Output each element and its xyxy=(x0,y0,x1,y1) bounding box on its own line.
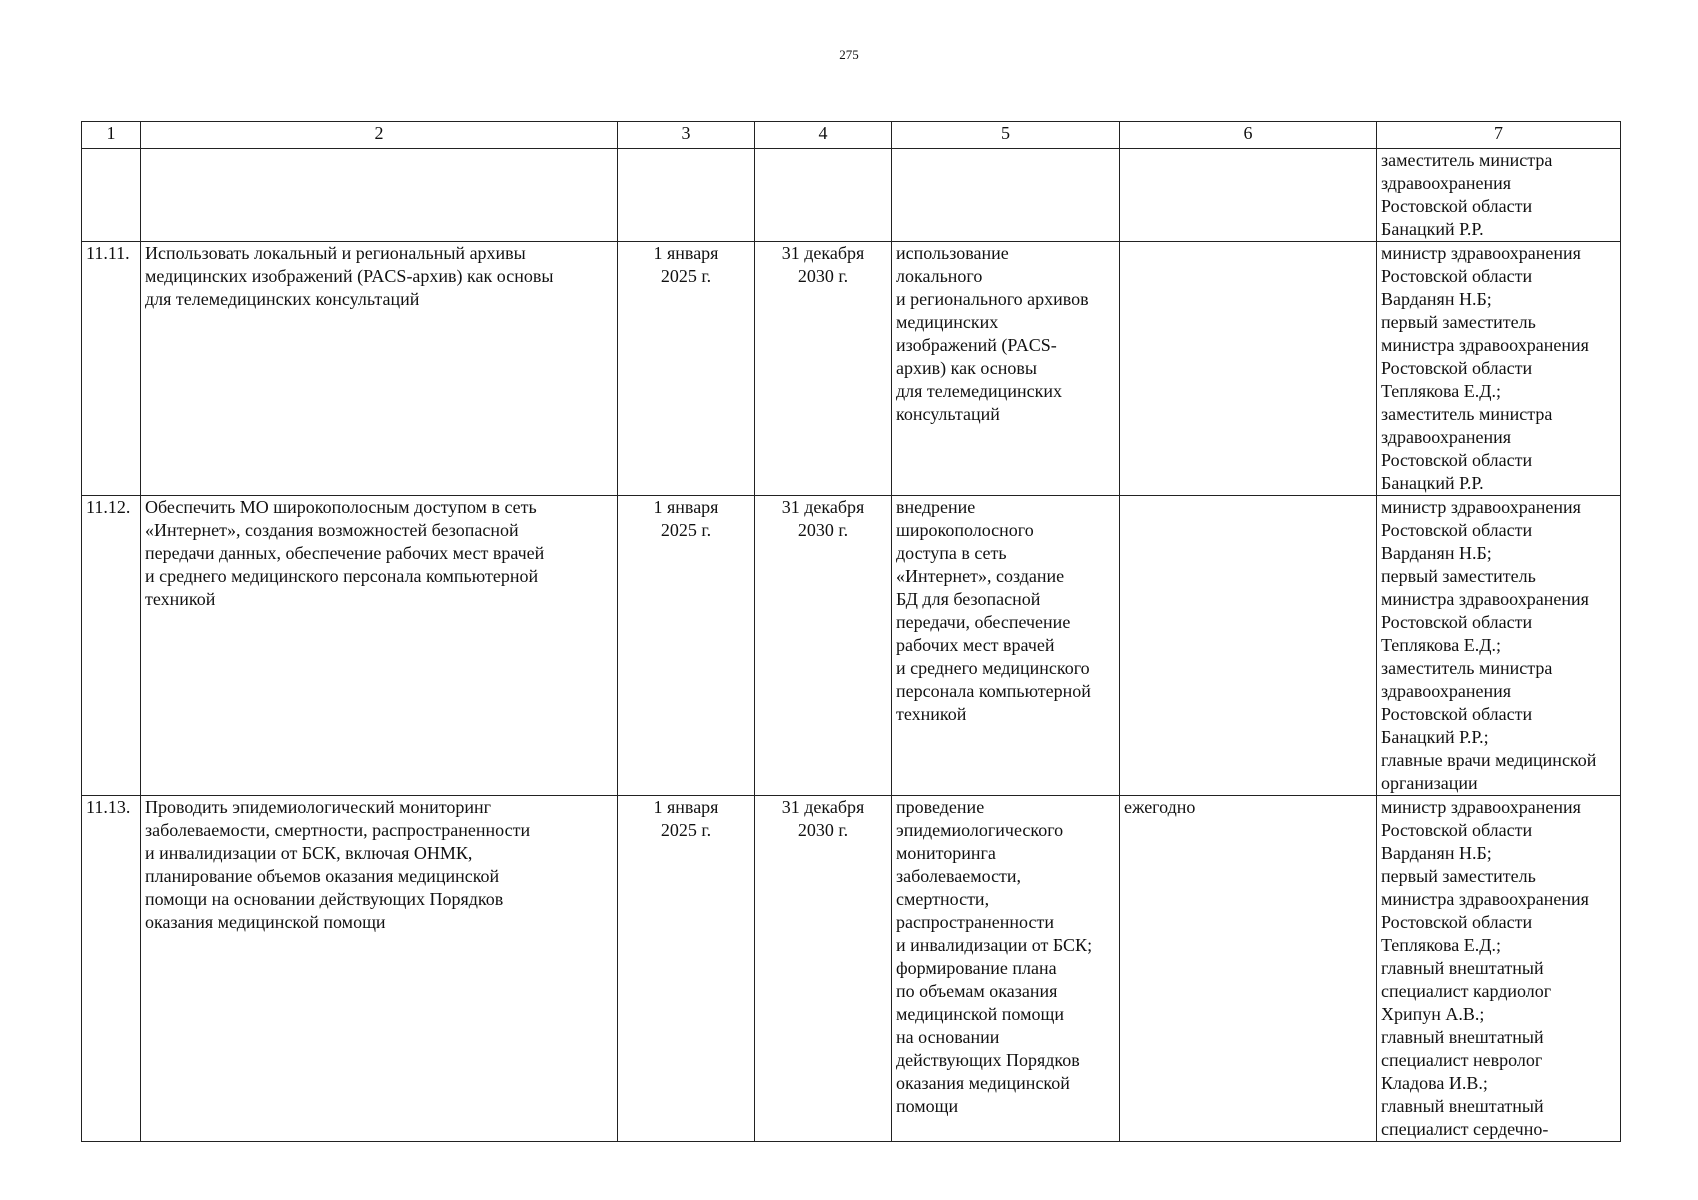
cell-line: для телемедицинских консультаций xyxy=(145,289,420,309)
cell-line: распространенности xyxy=(896,912,1054,932)
cell-responsible xyxy=(1377,496,1621,796)
cell-line: Ростовской области xyxy=(1381,704,1533,724)
cell-line: Ростовской области xyxy=(1381,520,1533,540)
cell-line: формирование плана xyxy=(896,958,1057,978)
cell-line: 31 декабря xyxy=(781,243,865,263)
cell-number: 11.11. xyxy=(82,242,141,496)
cell-line: 2025 г. xyxy=(660,820,712,840)
cell-line: «Интернет», создания возможностей безопасной xyxy=(145,520,519,540)
cell-line: Ростовской области xyxy=(1381,196,1533,216)
cell-line: рабочих мест врачей xyxy=(896,635,1055,655)
cell-line: передачи, обеспечение xyxy=(896,612,1071,632)
column-header: 1 xyxy=(82,122,141,149)
cell-number: 11.12. xyxy=(82,496,141,796)
cell-start-date xyxy=(618,242,755,496)
cell-line: локального xyxy=(896,266,983,286)
cell-line: организации xyxy=(1381,773,1478,793)
cell-number: 11.13. xyxy=(82,796,141,1142)
cell-line: 31 декабря xyxy=(781,497,865,517)
cell-end-date xyxy=(755,796,892,1142)
cell-line: Банацкий Р.Р. xyxy=(1381,219,1484,239)
cell-line: Кладова И.В.; xyxy=(1381,1073,1488,1093)
cell-line: главные врачи медицинской xyxy=(1381,750,1597,770)
cell-line: первый заместитель xyxy=(1381,866,1536,886)
cell-line: оказания медицинской помощи xyxy=(145,912,386,932)
cell-line: специалист сердечно- xyxy=(1381,1119,1549,1139)
cell-measure xyxy=(141,496,618,796)
cell-line: здравоохранения xyxy=(1381,173,1512,193)
cell-line: Банацкий Р.Р. xyxy=(1381,473,1484,493)
cell-line: заместитель министра xyxy=(1381,150,1553,170)
header-row xyxy=(82,122,1621,149)
cell-result xyxy=(892,149,1120,242)
cell-line: внедрение xyxy=(896,497,976,517)
cell-line: проведение xyxy=(896,797,985,817)
cell-period xyxy=(1120,149,1377,242)
cell-line: консультаций xyxy=(896,404,1000,424)
cell-line: техникой xyxy=(145,589,216,609)
cell-line: Варданян Н.Б; xyxy=(1381,843,1492,863)
cell-end-date xyxy=(755,496,892,796)
cell-line: 1 января xyxy=(653,497,719,517)
cell-line: главный внештатный xyxy=(1381,1027,1544,1047)
cell-line: мониторинга xyxy=(896,843,996,863)
cell-line: первый заместитель xyxy=(1381,566,1536,586)
cell-line: смертности, xyxy=(896,889,990,909)
cell-line: первый заместитель xyxy=(1381,312,1536,332)
cell-line: 2025 г. xyxy=(660,266,712,286)
cell-line: оказания медицинской xyxy=(896,1073,1070,1093)
cell-number xyxy=(82,149,141,242)
cell-line: Теплякова Е.Д.; xyxy=(1381,381,1502,401)
cell-line: Варданян Н.Б; xyxy=(1381,289,1492,309)
cell-line: заместитель министра xyxy=(1381,404,1553,424)
cell-line: медицинских изображений (PACS-архив) как основы xyxy=(145,266,554,286)
cell-result xyxy=(892,496,1120,796)
cell-line: министра здравоохранения xyxy=(1381,889,1589,909)
cell-line: 31 декабря xyxy=(781,797,865,817)
table-row xyxy=(82,149,1621,242)
cell-line: Варданян Н.Б; xyxy=(1381,543,1492,563)
cell-line: министр здравоохранения xyxy=(1381,243,1581,263)
cell-line: 1 января xyxy=(653,797,719,817)
column-header: 5 xyxy=(892,122,1120,149)
cell-line: министра здравоохранения xyxy=(1381,335,1589,355)
column-header: 7 xyxy=(1377,122,1621,149)
cell-line: здравоохранения xyxy=(1381,681,1512,701)
cell-line: Ростовской области xyxy=(1381,612,1533,632)
cell-line: и среднего медицинского xyxy=(896,658,1090,678)
cell-line: действующих Порядков xyxy=(896,1050,1080,1070)
cell-line: заболеваемости, xyxy=(896,866,1022,886)
cell-line: планирование объемов оказания медицинской xyxy=(145,866,500,886)
cell-line: «Интернет», создание xyxy=(896,566,1065,586)
cell-line: заболеваемости, смертности, распространенности xyxy=(145,820,531,840)
cell-line: архив) как основы xyxy=(896,358,1037,378)
column-header: 2 xyxy=(141,122,618,149)
cell-line: Проводить эпидемиологический мониторинг xyxy=(145,797,492,817)
cell-result xyxy=(892,242,1120,496)
table-row xyxy=(82,242,1621,496)
cell-line: ежегодно xyxy=(1124,797,1196,817)
cell-line: 1 января xyxy=(653,243,719,263)
cell-line: 2030 г. xyxy=(797,820,849,840)
cell-measure xyxy=(141,796,618,1142)
cell-line: использование xyxy=(896,243,1009,263)
column-header: 6 xyxy=(1120,122,1377,149)
cell-line: передачи данных, обеспечение рабочих мест врачей xyxy=(145,543,545,563)
cell-line: помощи на основании действующих Порядков xyxy=(145,889,504,909)
cell-line: персонала компьютерной xyxy=(896,681,1091,701)
cell-line: медицинской помощи xyxy=(896,1004,1064,1024)
measures-table xyxy=(81,121,1621,1142)
table-row xyxy=(82,496,1621,796)
cell-line: медицинских xyxy=(896,312,999,332)
table-row xyxy=(82,796,1621,1142)
cell-line: Обеспечить МО широкополосным доступом в сеть xyxy=(145,497,537,517)
cell-line: заместитель министра xyxy=(1381,658,1553,678)
cell-period xyxy=(1120,496,1377,796)
cell-start-date xyxy=(618,496,755,796)
page-number: 275 xyxy=(839,47,859,62)
cell-line: широкополосного xyxy=(896,520,1034,540)
cell-line: и инвалидизации от БСК; xyxy=(896,935,1093,955)
cell-measure xyxy=(141,242,618,496)
cell-line: Использовать локальный и региональный архивы xyxy=(145,243,526,263)
cell-line: Ростовской области xyxy=(1381,450,1533,470)
cell-period xyxy=(1120,796,1377,1142)
cell-line: Хрипун А.В.; xyxy=(1381,1004,1485,1024)
cell-responsible xyxy=(1377,796,1621,1142)
cell-line: Теплякова Е.Д.; xyxy=(1381,635,1502,655)
cell-line: Ростовской области xyxy=(1381,358,1533,378)
cell-line: Теплякова Е.Д.; xyxy=(1381,935,1502,955)
cell-line: главный внештатный xyxy=(1381,958,1544,978)
cell-result xyxy=(892,796,1120,1142)
cell-line: министр здравоохранения xyxy=(1381,797,1581,817)
cell-measure xyxy=(141,149,618,242)
cell-line: специалист невролог xyxy=(1381,1050,1543,1070)
cell-line: Ростовской области xyxy=(1381,820,1533,840)
cell-end-date xyxy=(755,149,892,242)
cell-line: Банацкий Р.Р.; xyxy=(1381,727,1489,747)
cell-line: Ростовской области xyxy=(1381,266,1533,286)
cell-responsible xyxy=(1377,242,1621,496)
cell-line: 2030 г. xyxy=(797,266,849,286)
cell-line: техникой xyxy=(896,704,967,724)
cell-start-date xyxy=(618,149,755,242)
cell-line: министра здравоохранения xyxy=(1381,589,1589,609)
cell-line: и инвалидизации от БСК, включая ОНМК, xyxy=(145,843,473,863)
cell-line: и среднего медицинского персонала компьютерной xyxy=(145,566,539,586)
cell-start-date xyxy=(618,796,755,1142)
cell-line: на основании xyxy=(896,1027,1000,1047)
cell-line: здравоохранения xyxy=(1381,427,1512,447)
cell-line: специалист кардиолог xyxy=(1381,981,1552,1001)
cell-line: БД для безопасной xyxy=(896,589,1041,609)
cell-line: Ростовской области xyxy=(1381,912,1533,932)
cell-period xyxy=(1120,242,1377,496)
cell-line: 2030 г. xyxy=(797,520,849,540)
cell-line: по объемам оказания xyxy=(896,981,1058,1001)
cell-responsible xyxy=(1377,149,1621,242)
cell-line: и регионального архивов xyxy=(896,289,1089,309)
cell-line: для телемедицинских xyxy=(896,381,1062,401)
column-header: 3 xyxy=(618,122,755,149)
cell-line: помощи xyxy=(896,1096,959,1116)
cell-line: министр здравоохранения xyxy=(1381,497,1581,517)
cell-line: доступа в сеть xyxy=(896,543,1007,563)
cell-line: 2025 г. xyxy=(660,520,712,540)
cell-end-date xyxy=(755,242,892,496)
column-header: 4 xyxy=(755,122,892,149)
cell-line: главный внештатный xyxy=(1381,1096,1544,1116)
cell-line: изображений (PACS- xyxy=(896,335,1057,355)
cell-line: эпидемиологического xyxy=(896,820,1064,840)
